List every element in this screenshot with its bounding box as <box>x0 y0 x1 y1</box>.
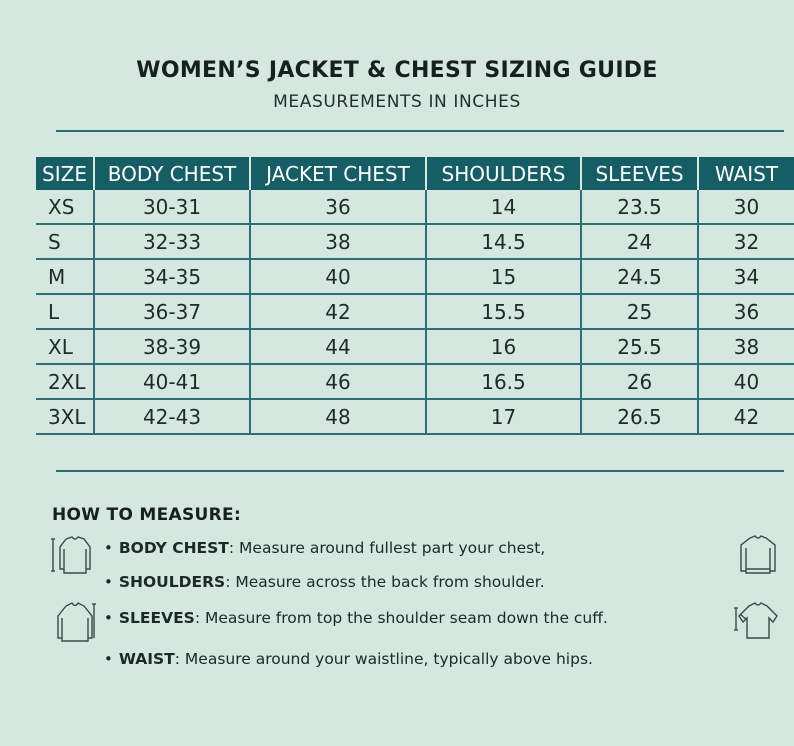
column-header-sleeves: SLEEVES <box>581 157 698 190</box>
long-sleeve-shirt-icon <box>52 600 98 644</box>
table-row <box>36 399 794 434</box>
instruction-shoulders: • SHOULDERS: Measure across the back from shoulder. <box>104 573 545 591</box>
table-cell-body-chest: 32-33 <box>94 224 250 259</box>
table-cell-shoulders: 16 <box>426 329 581 364</box>
table-cell-body-chest: 30-31 <box>94 190 250 224</box>
table-cell-sleeves: 23.5 <box>581 190 698 224</box>
table-cell-waist: 42 <box>698 399 794 434</box>
table-cell-shoulders: 17 <box>426 399 581 434</box>
table-cell-sleeves: 24.5 <box>581 259 698 294</box>
table-cell-size: S <box>36 224 94 259</box>
bottom-divider <box>56 470 784 472</box>
shirt-measure-icon <box>50 533 96 577</box>
table-cell-body-chest: 40-41 <box>94 364 250 399</box>
table-cell-shoulders: 14 <box>426 190 581 224</box>
table-cell-waist: 34 <box>698 259 794 294</box>
column-header-body-chest: BODY CHEST <box>94 157 250 190</box>
table-cell-shoulders: 16.5 <box>426 364 581 399</box>
table-cell-size: L <box>36 294 94 329</box>
instruction-waist: • WAIST: Measure around your waistline, typically above hips. <box>104 650 593 668</box>
table-cell-sleeves: 26.5 <box>581 399 698 434</box>
table-cell-size: M <box>36 259 94 294</box>
table-cell-sleeves: 24 <box>581 224 698 259</box>
table-cell-body-chest: 34-35 <box>94 259 250 294</box>
table-cell-jacket-chest: 42 <box>250 294 426 329</box>
table-row <box>36 364 794 399</box>
table-cell-jacket-chest: 44 <box>250 329 426 364</box>
sweater-icon <box>736 533 780 577</box>
table-cell-body-chest: 42-43 <box>94 399 250 434</box>
table-cell-sleeves: 26 <box>581 364 698 399</box>
table-cell-size: XL <box>36 329 94 364</box>
table-header-row <box>36 157 794 190</box>
column-header-jacket-chest: JACKET CHEST <box>250 157 426 190</box>
table-cell-waist: 32 <box>698 224 794 259</box>
table-cell-waist: 38 <box>698 329 794 364</box>
page-title: WOMEN’S JACKET & CHEST SIZING GUIDE <box>136 58 658 83</box>
table-cell-sleeves: 25.5 <box>581 329 698 364</box>
table-cell-body-chest: 38-39 <box>94 329 250 364</box>
table-cell-body-chest: 36-37 <box>94 294 250 329</box>
page-subtitle: MEASUREMENTS IN INCHES <box>273 92 521 112</box>
table-row <box>36 224 794 259</box>
column-header-size: SIZE <box>36 157 94 190</box>
sleeve-measure-icon <box>733 600 781 642</box>
table-cell-jacket-chest: 38 <box>250 224 426 259</box>
instruction-body-chest: • BODY CHEST: Measure around fullest part your chest, <box>104 539 546 557</box>
top-divider <box>56 130 784 132</box>
table-body <box>36 190 794 434</box>
table-cell-sleeves: 25 <box>581 294 698 329</box>
table-cell-size: XS <box>36 190 94 224</box>
column-header-waist: WAIST <box>698 157 794 190</box>
table-cell-jacket-chest: 48 <box>250 399 426 434</box>
table-cell-waist: 36 <box>698 294 794 329</box>
table-row <box>36 190 794 224</box>
column-header-shoulders: SHOULDERS <box>426 157 581 190</box>
how-to-measure-heading: HOW TO MEASURE: <box>52 505 242 525</box>
table-cell-shoulders: 15 <box>426 259 581 294</box>
table-row <box>36 329 794 364</box>
table-cell-shoulders: 14.5 <box>426 224 581 259</box>
table-cell-waist: 30 <box>698 190 794 224</box>
table-cell-size: 3XL <box>36 399 94 434</box>
table-cell-shoulders: 15.5 <box>426 294 581 329</box>
instruction-sleeves: • SLEEVES: Measure from top the shoulder seam down the cuff. <box>104 609 608 627</box>
sizing-table <box>36 157 794 435</box>
table-row <box>36 294 794 329</box>
table-row <box>36 259 794 294</box>
table-cell-jacket-chest: 40 <box>250 259 426 294</box>
table-cell-jacket-chest: 36 <box>250 190 426 224</box>
table-cell-size: 2XL <box>36 364 94 399</box>
table-cell-waist: 40 <box>698 364 794 399</box>
table-cell-jacket-chest: 46 <box>250 364 426 399</box>
